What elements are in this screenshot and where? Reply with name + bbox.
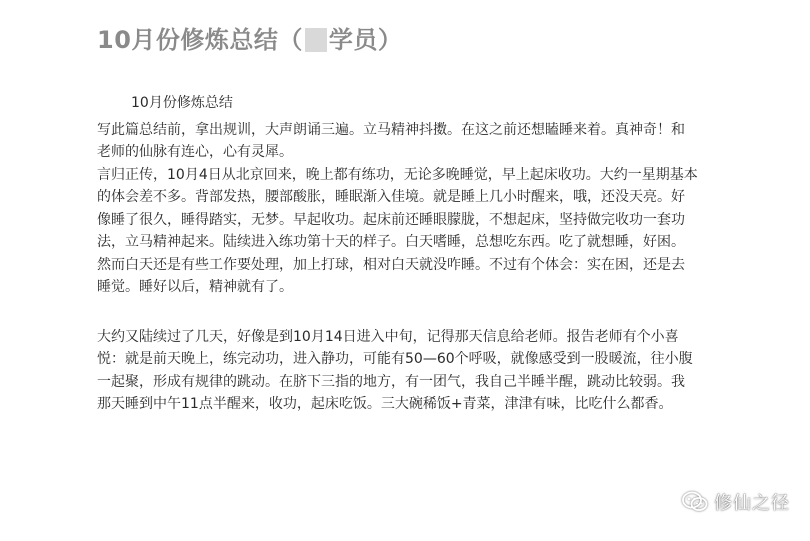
wechat-icon xyxy=(682,491,708,513)
paragraph-line: 悦：就是前天晚上，练完动功，进入静功，可能有50—60个呼吸，就像感受到一股暖流，往小腹 xyxy=(97,351,693,367)
paragraph-line: 言归正传，10月4日从北京回来，晚上都有练功，无论多晚睡觉，早上起床收功。大约一星期基本 xyxy=(97,166,698,183)
paragraph-gap xyxy=(97,299,709,326)
paragraph-line: 法，立马精神起来。陆续进入练功第十天的样子。白天嗜睡，总想吃东西。吃了就想睡，好困。 xyxy=(97,234,685,250)
paragraph-line: 像睡了很久，睡得踏实，无梦。早起收功。起床前还睡眼朦胧，不想起床，坚持做完收功一套功 xyxy=(97,211,685,228)
paragraph-line: 写此篇总结前，拿出规训，大声朗诵三遍。立马精神抖擞。在这之前还想瞌睡来着。真神奇！和 xyxy=(97,121,685,138)
article-subtitle: 10月份修炼总结 xyxy=(131,95,233,111)
watermark-text: 修仙之径 xyxy=(714,493,790,514)
paragraph-line: 然而白天还是有些工作要处理，加上打球，相对白天就没咋睡。不过有个体会：实在困，还是去 xyxy=(97,256,685,273)
title-suffix: 学员） xyxy=(328,26,403,54)
article-title xyxy=(97,20,402,55)
paragraph-line: 一起聚，形成有规律的跳动。在脐下三指的地方，有一团气，我自己半睡半醒，跳动比较弱。我 xyxy=(97,373,685,390)
paragraph-line: 睡觉。睡好以后，精神就有了。 xyxy=(97,279,293,295)
redacted-name-block xyxy=(305,28,327,52)
title-prefix: 10月份修炼总结（ xyxy=(97,26,303,54)
paragraph-line: 大约又陆续过了几天，好像是到10月14日进入中旬，记得那天信息给老师。报告老师有个小喜 xyxy=(97,328,679,345)
paragraph-line: 老师的仙脉有连心，心有灵犀。 xyxy=(97,144,293,160)
paragraph-line: 那天睡到中午11点半醒来，收功，起床吃饭。三大碗稀饭+青菜，津津有味，比吃什么都香。 xyxy=(97,396,673,412)
article-body xyxy=(97,92,709,416)
paragraph-line: 的体会差不多。背部发热，腰部酸胀，睡眠渐入佳境。就是睡上几小时醒来，哦，还没天亮。好 xyxy=(97,189,685,205)
account-watermark xyxy=(682,489,790,515)
